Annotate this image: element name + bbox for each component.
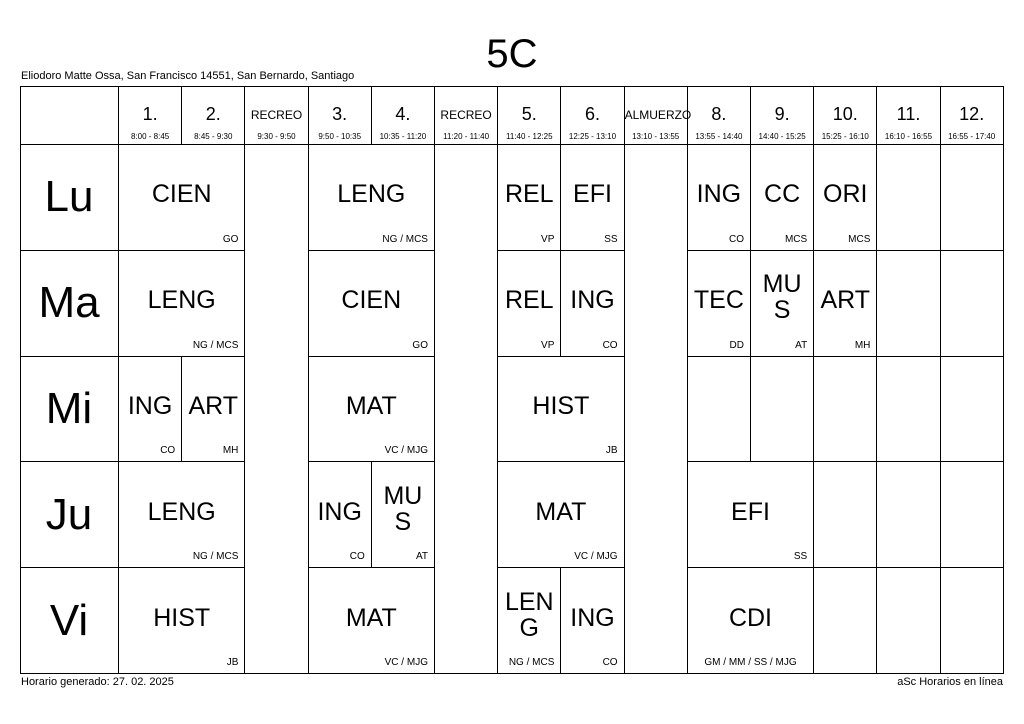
lesson-cell — [498, 145, 561, 251]
school-address: Eliodoro Matte Ossa, San Francisco 14551, San Bernardo, Santiago — [21, 70, 355, 82]
lesson-cell — [814, 145, 877, 251]
column-header — [309, 86, 372, 145]
lesson-teacher: DD — [729, 339, 744, 351]
lesson-teacher: NG / MCS — [192, 339, 239, 351]
column-label: 6. — [584, 104, 600, 124]
break-column — [245, 145, 308, 674]
day-label-cell — [20, 251, 119, 357]
day-label-cell — [20, 462, 119, 568]
lesson-cell — [119, 462, 245, 568]
lesson-teacher: JB — [605, 445, 618, 457]
empty-slot — [877, 568, 940, 674]
lesson-subject: REL — [504, 180, 554, 209]
lesson-teacher: CO — [349, 551, 365, 563]
lesson-cell — [561, 568, 624, 674]
lesson-cell — [119, 357, 182, 463]
lesson-teacher: MH — [222, 445, 239, 457]
empty-slot — [877, 357, 940, 463]
lesson-subject: CIEN — [151, 180, 212, 209]
lesson-subject: MAT — [535, 497, 587, 526]
lesson-subject: MAT — [345, 391, 397, 420]
column-header — [751, 86, 814, 145]
generated-date: Horario generado: 27. 02. 2025 — [21, 676, 174, 688]
empty-slot — [877, 251, 940, 357]
column-label: 10. — [832, 104, 858, 124]
lesson-subject: LENG — [147, 286, 216, 315]
lesson-subject: ING — [570, 286, 615, 315]
lesson-teacher: VC / MJG — [384, 656, 428, 668]
lesson-subject: CIEN — [341, 286, 402, 315]
column-header — [814, 86, 877, 145]
day-label-cell — [20, 568, 119, 674]
lesson-cell — [309, 145, 435, 251]
column-time: 16:10 - 16:55 — [884, 132, 933, 141]
lesson-subject: MUS — [762, 269, 802, 324]
lesson-cell — [498, 357, 624, 463]
lesson-subject: CC — [764, 180, 801, 209]
lesson-subject: ING — [570, 603, 615, 632]
lesson-subject: CDI — [728, 603, 773, 632]
lesson-teacher: MCS — [848, 233, 871, 245]
column-time: 9:30 - 9:50 — [257, 132, 296, 141]
lesson-subject: EFI — [573, 180, 612, 209]
lesson-subject: ART — [188, 391, 239, 420]
lesson-cell — [309, 568, 435, 674]
lesson-cell — [119, 145, 245, 251]
lesson-cell — [688, 462, 814, 568]
lesson-cell — [119, 251, 245, 357]
column-label: 5. — [521, 104, 537, 124]
lesson-cell — [119, 568, 245, 674]
lesson-teacher: NG / MCS — [508, 656, 555, 668]
lesson-subject: LENG — [147, 497, 216, 526]
column-header — [688, 86, 751, 145]
column-label: 11. — [896, 104, 921, 124]
empty-slot — [751, 357, 814, 463]
column-label: ALMUERZO — [624, 108, 692, 122]
column-header — [624, 86, 692, 145]
column-time: 8:00 - 8:45 — [130, 132, 170, 141]
column-time: 13:10 - 13:55 — [632, 132, 680, 141]
column-header — [877, 86, 940, 145]
column-time: 12:25 - 13:10 — [568, 132, 617, 141]
break-column — [435, 145, 498, 674]
timetable-grid — [20, 86, 1004, 674]
lesson-cell — [688, 568, 814, 674]
empty-slot — [941, 568, 1004, 674]
column-time: 10:35 - 11:20 — [379, 132, 427, 141]
empty-slot — [941, 145, 1004, 251]
empty-slot — [941, 462, 1004, 568]
lesson-teacher: SS — [604, 233, 618, 245]
day-label-cell — [20, 357, 119, 463]
column-time: 16:55 - 17:40 — [948, 132, 996, 141]
lesson-cell — [309, 357, 435, 463]
lesson-cell — [751, 251, 814, 357]
day-label: Mi — [45, 383, 93, 433]
lesson-teacher: VP — [541, 233, 555, 245]
column-time: 14:40 - 15:25 — [758, 132, 806, 141]
column-label: 8. — [711, 104, 727, 124]
column-label: 3. — [332, 104, 348, 124]
lesson-cell — [688, 145, 751, 251]
lesson-teacher: GM / MM / SS / MJG — [704, 656, 797, 668]
empty-slot — [688, 357, 751, 463]
column-header — [435, 86, 498, 145]
column-label: 2. — [205, 104, 221, 124]
column-header — [245, 86, 308, 145]
column-header — [119, 86, 182, 145]
lesson-cell — [498, 568, 561, 674]
lesson-teacher: MCS — [784, 233, 808, 245]
lesson-teacher: VC / MJG — [574, 551, 618, 563]
lesson-subject: ING — [317, 497, 362, 526]
column-time: 11:40 - 12:25 — [506, 132, 553, 141]
day-label-cell — [20, 145, 119, 251]
lesson-cell — [814, 251, 877, 357]
column-header — [561, 86, 624, 145]
lesson-teacher: CO — [602, 339, 618, 351]
lesson-teacher: CO — [728, 233, 744, 245]
empty-slot — [877, 145, 940, 251]
column-header — [182, 86, 245, 145]
lesson-cell — [561, 251, 624, 357]
lesson-cell — [309, 251, 435, 357]
empty-slot — [877, 462, 940, 568]
break-column — [625, 145, 688, 674]
lesson-subject: ORI — [823, 180, 868, 209]
lesson-cell — [498, 462, 624, 568]
empty-slot — [814, 357, 877, 463]
lesson-subject: ART — [820, 286, 871, 315]
lesson-subject: ING — [127, 391, 173, 420]
column-label: 4. — [395, 104, 411, 124]
brand-label: aSc Horarios en línea — [897, 676, 1003, 688]
lesson-cell — [561, 145, 624, 251]
lesson-subject: MAT — [345, 603, 397, 632]
lesson-cell — [688, 251, 751, 357]
column-time: 15:25 - 16:10 — [821, 132, 869, 141]
column-label: 1. — [142, 104, 158, 124]
empty-slot — [814, 462, 877, 568]
column-header — [372, 86, 435, 145]
column-label: 9. — [774, 104, 790, 124]
lesson-teacher: CO — [160, 445, 176, 457]
column-time: 11:20 - 11:40 — [443, 132, 490, 141]
lesson-teacher: CO — [602, 656, 618, 668]
lesson-subject: HIST — [532, 391, 590, 420]
lesson-teacher: VP — [541, 339, 555, 351]
page-title: 5C — [486, 32, 538, 76]
column-time: 9:50 - 10:35 — [318, 132, 362, 141]
lesson-teacher: SS — [793, 551, 808, 563]
lesson-teacher: AT — [795, 339, 808, 351]
day-label: Ma — [38, 278, 100, 328]
lesson-subject: EFI — [731, 497, 770, 526]
column-label: 12. — [959, 104, 985, 124]
lesson-cell — [182, 357, 245, 463]
day-label: Lu — [44, 172, 94, 222]
column-header — [498, 86, 561, 145]
lesson-teacher: VC / MJG — [384, 445, 428, 457]
lesson-cell — [751, 145, 814, 251]
lesson-teacher: AT — [415, 551, 428, 563]
lesson-subject: MUS — [383, 481, 423, 536]
column-time: 13:55 - 14:40 — [695, 132, 743, 141]
lesson-teacher: JB — [226, 656, 239, 668]
lesson-subject: ING — [696, 180, 742, 209]
lesson-teacher: NG / MCS — [382, 233, 428, 245]
lesson-teacher: GO — [412, 339, 428, 351]
lesson-teacher: MH — [854, 339, 871, 351]
day-label: Vi — [49, 595, 89, 645]
lesson-teacher: NG / MCS — [192, 551, 239, 563]
column-label: RECREO — [250, 108, 303, 122]
lesson-subject: HIST — [153, 603, 211, 632]
lesson-subject: LENG — [337, 180, 406, 209]
lesson-subject: LENG — [504, 587, 554, 642]
lesson-cell — [498, 251, 561, 357]
column-header — [941, 86, 1004, 145]
column-label: RECREO — [440, 108, 492, 122]
lesson-subject: TEC — [693, 286, 744, 315]
empty-slot — [941, 357, 1004, 463]
corner-cell — [20, 86, 119, 145]
empty-slot — [941, 251, 1004, 357]
day-label: Ju — [45, 489, 93, 539]
lesson-subject: REL — [504, 286, 554, 315]
empty-slot — [814, 568, 877, 674]
column-time: 8:45 - 9:30 — [194, 132, 233, 141]
lesson-teacher: GO — [222, 233, 239, 245]
lesson-cell — [372, 462, 435, 568]
lesson-cell — [309, 462, 372, 568]
